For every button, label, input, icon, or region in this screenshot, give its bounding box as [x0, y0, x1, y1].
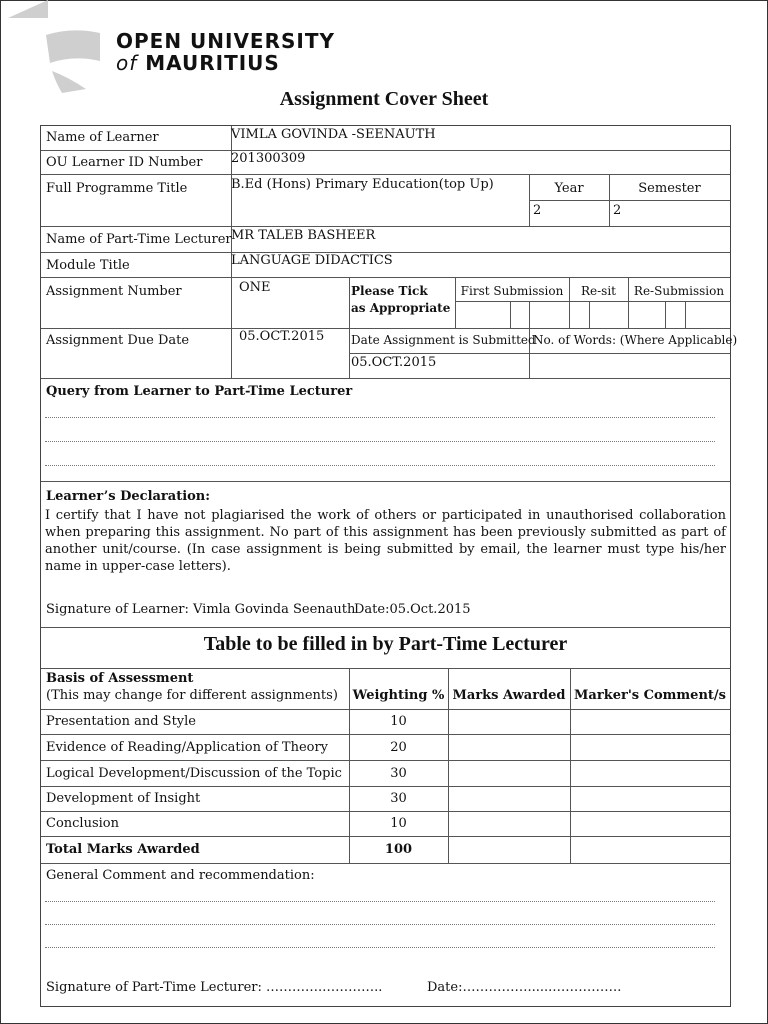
comment-line-1[interactable]	[45, 901, 715, 902]
criterion-weight: 30	[390, 791, 407, 806]
name-of-learner-value[interactable]: VIMLA GOVINDA -SEENAUTH	[231, 127, 436, 142]
query-line-3[interactable]	[45, 465, 715, 466]
semester-value[interactable]: 2	[613, 203, 622, 218]
basis-of-assessment-label: Basis of Assessment	[46, 671, 194, 686]
due-date-label: Assignment Due Date	[46, 333, 190, 348]
criterion-label: Logical Development/Discussion of the Topic	[46, 766, 342, 781]
due-date-value[interactable]: 05.OCT.2015	[239, 329, 325, 344]
module-title-label: Module Title	[46, 258, 130, 273]
lecturer-name-value[interactable]: MR TALEB BASHEER	[231, 228, 376, 243]
learner-signature-date: Date:05.Oct.2015	[354, 602, 471, 617]
resubmission-label: Re-Submission	[633, 284, 725, 298]
criterion-label: Development of Insight	[46, 791, 201, 806]
declaration-label: Learner’s Declaration:	[46, 489, 211, 504]
name-of-learner-label: Name of Learner	[46, 130, 159, 145]
programme-title-label: Full Programme Title	[46, 181, 188, 196]
learner-id-label: OU Learner ID Number	[46, 155, 203, 170]
query-line-1[interactable]	[45, 417, 715, 418]
lecturer-table-title: Table to be filled in by Part-Time Lecturer	[203, 633, 568, 655]
total-marks-label: Total Marks Awarded	[46, 842, 200, 857]
logo-name: MAURITIUS	[145, 51, 280, 75]
logo-of: of	[116, 51, 138, 75]
year-value[interactable]: 2	[533, 203, 542, 218]
logo-corner-shape	[8, 0, 48, 18]
criterion-weight: 10	[390, 714, 407, 729]
cover-sheet-form	[40, 125, 738, 1007]
criterion-label: Conclusion	[46, 816, 119, 831]
please-tick-label: Please Tick	[351, 284, 428, 298]
query-line-2[interactable]	[45, 441, 715, 442]
query-label: Query from Learner to Part-Time Lecturer	[46, 384, 353, 399]
marks-awarded-header: Marks Awarded	[452, 688, 566, 703]
resit-label: Re-sit	[580, 284, 616, 298]
weighting-header: Weighting %	[352, 688, 445, 703]
declaration-text: I certify that I have not plagiarised the work of others or participated in unauthorised collaboration when preparing this assignment. No part of this assignment has been previously submitted as part of another unit/course. (In case assignment is being submitted by email, the learner must type his/her name in upper-case letters).	[45, 508, 726, 574]
university-logo-icon	[42, 27, 106, 95]
assignment-number-value[interactable]: ONE	[239, 280, 271, 295]
learner-signature: Signature of Learner: Vimla Govinda Seenauth	[46, 602, 356, 617]
criterion-label: Presentation and Style	[46, 714, 196, 729]
criterion-weight: 20	[390, 740, 407, 755]
logo-line-1: OPEN UNIVERSITY	[116, 29, 335, 53]
basis-note: (This may change for different assignments)	[46, 688, 338, 703]
criterion-weight: 30	[390, 766, 407, 781]
assignment-number-label: Assignment Number	[46, 284, 182, 299]
university-logo-text	[116, 30, 335, 74]
criterion-label: Evidence of Reading/Application of Theory	[46, 740, 329, 755]
lecturer-name-label: Name of Part-Time Lecturer	[46, 232, 232, 247]
word-count-label: No. of Words: (Where Applicable)	[533, 333, 738, 347]
logo-line-2	[116, 52, 335, 74]
first-submission-label: First Submission	[460, 284, 564, 298]
as-appropriate-label: as Appropriate	[351, 301, 451, 315]
year-label: Year	[554, 181, 584, 196]
lecturer-signature: Signature of Part-Time Lecturer: ………….…………..	[46, 980, 383, 995]
date-submitted-label: Date Assignment is Submitted	[351, 333, 536, 347]
general-comment-label: General Comment and recommendation:	[46, 868, 315, 883]
lecturer-signature-date: Date:……………......…………….	[427, 980, 622, 995]
date-submitted-value[interactable]: 05.OCT.2015	[351, 355, 437, 370]
markers-comment-header: Marker's Comment/s	[574, 688, 726, 703]
comment-line-3[interactable]	[45, 947, 715, 948]
programme-title-value[interactable]: B.Ed (Hons) Primary Education(top Up)	[231, 177, 494, 192]
page-title: Assignment Cover Sheet	[279, 88, 489, 110]
learner-id-value[interactable]: 201300309	[231, 151, 306, 166]
module-title-value[interactable]: LANGUAGE DIDACTICS	[231, 253, 393, 268]
criterion-weight: 10	[390, 816, 407, 831]
total-marks-value: 100	[384, 842, 413, 857]
semester-label: Semester	[638, 181, 701, 196]
comment-line-2[interactable]	[45, 924, 715, 925]
